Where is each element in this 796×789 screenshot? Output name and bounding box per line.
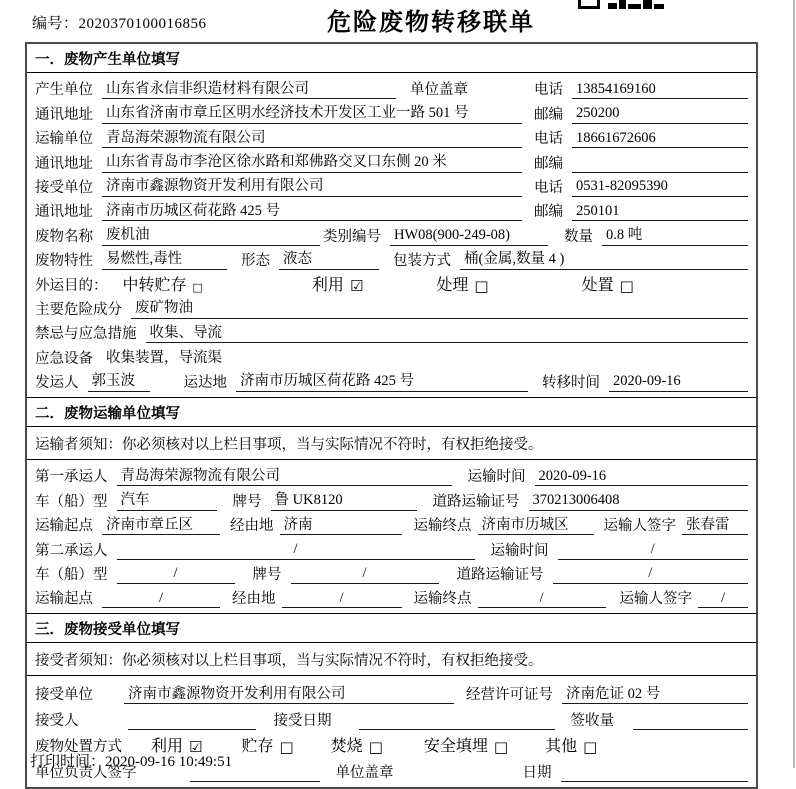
head-signature-label: 单位负责人签字 (35, 765, 137, 782)
vehicle-type-label: 车（船）型 (35, 567, 108, 584)
checkbox-unchecked-icon: □ (192, 280, 203, 294)
origin-label: 运输起点 (35, 518, 93, 535)
transporter-phone-value: 18661672606 (572, 130, 748, 149)
road-permit-label: 道路运输证号 (432, 493, 520, 510)
date-value (561, 780, 749, 782)
disposal-option-label: 贮存 (241, 738, 274, 756)
checkbox-unchecked-icon: □ (474, 276, 489, 295)
hazard-component-row (35, 295, 748, 319)
transporter-address-label: 通讯地址 (35, 155, 93, 172)
producer-phone-field (534, 78, 748, 99)
form-state-label: 形态 (241, 253, 270, 270)
receiver-person-value (128, 728, 256, 730)
carrier2-value: / (117, 541, 475, 560)
zip-label: 邮编 (534, 204, 563, 221)
producer-unit-row (35, 75, 748, 99)
transporter-address-value: 山东省青岛市李沧区徐水路和郑佛路交叉口东侧 20 米 (102, 154, 522, 173)
receiving-unit-label: 接受单位 (35, 687, 93, 704)
destination-label: 运达地 (183, 375, 227, 392)
receiver-phone-value: 0531-82095390 (572, 178, 748, 197)
section-receiver-title: 三．废物接受单位填写 (27, 614, 756, 643)
transporter-unit-label: 运输单位 (35, 131, 93, 148)
qr-block (608, 3, 617, 9)
transfer-purpose-row (35, 270, 748, 294)
receiver-address-value: 济南市历城区荷花路 425 号 (102, 203, 522, 222)
purpose-option-treat (436, 272, 489, 295)
qr-block (654, 4, 664, 9)
received-amount-label: 签收量 (570, 713, 614, 730)
disposal-option-incinerate (331, 733, 384, 756)
receiver-address-label: 通讯地址 (35, 204, 93, 221)
receive-date-value (359, 728, 555, 730)
carrier1-end-value: 济南市历城区 (478, 517, 594, 536)
transfer-time-value: 2020-09-16 (609, 373, 748, 392)
carrier2-row (35, 535, 748, 559)
receiver-unit-value: 济南市鑫源物资开发利用有限公司 (102, 178, 522, 197)
hazard-component-label: 主要危险成分 (35, 301, 122, 318)
checkbox-checked-icon: ☑ (349, 276, 364, 295)
qr-block (619, 0, 626, 9)
transporter-sign-label: 运输人签字 (603, 518, 676, 535)
category-code-value: HW08(900-249-08) (390, 227, 548, 246)
page-title: 危险废物转移联单 (327, 10, 535, 36)
disposal-option-other (545, 733, 598, 756)
transporter-zip-value (572, 171, 748, 173)
carrier2-origin-value: / (102, 590, 220, 609)
carrier2-permit-value: / (553, 565, 749, 584)
carrier2-route-row (35, 584, 748, 608)
carrier1-row (35, 462, 748, 486)
license-number-value: 济南危证 02 号 (562, 686, 748, 705)
receiver-zip-field (534, 200, 748, 221)
receiver-person-row (35, 704, 748, 730)
serial-value: 2020370100016856 (78, 16, 207, 32)
carrier1-via-value: 济南 (280, 517, 402, 536)
carrier1-origin-value: 济南市章丘区 (102, 517, 220, 536)
carrier2-end-value: / (478, 590, 606, 609)
carrier2-via-value: / (282, 590, 402, 609)
license-number-label: 经营许可证号 (466, 687, 553, 704)
disposal-option-storage (241, 733, 294, 756)
phone-label: 电话 (534, 179, 563, 196)
transport-time-label: 运输时间 (467, 469, 526, 486)
carrier1-route-row (35, 511, 748, 535)
disposal-option-label: 其他 (545, 738, 578, 756)
transporter-unit-value: 青岛海荣源物流有限公司 (102, 130, 522, 149)
carrier2-sign-value: / (698, 590, 748, 609)
waste-trait-label: 废物特性 (35, 253, 93, 270)
category-code-label: 类别编号 (323, 228, 381, 245)
plate-number-label: 牌号 (232, 493, 262, 510)
via-label: 经由地 (230, 518, 274, 535)
receiver-address-row (35, 197, 748, 221)
consignor-value: 郭玉波 (88, 373, 150, 392)
waste-name-label: 废物名称 (35, 228, 93, 245)
transporter-sign-label: 运输人签字 (619, 591, 692, 608)
receiver-unit-row (35, 173, 748, 197)
purpose-option-dispose (582, 272, 635, 295)
print-time (30, 750, 232, 771)
checkbox-checked-icon: ☑ (189, 738, 203, 757)
receiver-person-label: 接受人 (35, 713, 79, 730)
carrier2-plate-value: / (291, 565, 439, 584)
section-transporter-title: 二．废物运输单位填写 (27, 398, 756, 427)
checkbox-unchecked-icon: □ (619, 276, 634, 295)
page-right-edge (793, 0, 795, 768)
road-permit-label: 道路运输证号 (456, 567, 544, 584)
carrier1-sign-value: 张春雷 (682, 517, 748, 536)
transfer-time-label: 转移时间 (542, 375, 600, 392)
waste-trait-row (35, 246, 748, 270)
checkbox-unchecked-icon: □ (583, 738, 598, 757)
transfer-purpose-label: 外运目的： (35, 277, 108, 294)
print-time-label: 打印时间： (30, 754, 106, 770)
consignor-label: 发运人 (35, 375, 79, 392)
packing-value: 桶(金属,数量 4 ) (460, 251, 748, 270)
producer-unit-value: 山东省永信非织造材料有限公司 (102, 81, 396, 100)
emergency-equipment-row (35, 343, 748, 367)
quantity-value: 0.8 吨 (602, 227, 748, 246)
waste-name-row (35, 221, 748, 245)
taboo-measures-value: 收集、导流 (146, 325, 749, 344)
receiver-zip-value: 250101 (572, 203, 748, 222)
carrier1-label: 第一承运人 (35, 469, 108, 486)
consignor-row (35, 368, 748, 392)
receiving-unit-value: 济南市鑫源物资开发利用有限公司 (124, 686, 454, 705)
carrier1-time-value: 2020-09-16 (535, 468, 749, 487)
purpose-option-label: 处理 (436, 276, 469, 294)
carrier1-value: 青岛海荣源物流有限公司 (117, 468, 452, 487)
serial-label: 编号： (32, 16, 79, 32)
endpoint-label: 运输终点 (413, 591, 472, 608)
disposal-option-label: 安全填埋 (423, 738, 488, 756)
receiver-notice: 接受者须知：你必须核对以上栏目事项，当与实际情况不符时，有权拒绝接受。 (27, 643, 756, 676)
purpose-option-transfer-storage (123, 272, 204, 295)
producer-zip-value: 250200 (572, 105, 748, 124)
vehicle-type-label: 车（船）型 (35, 493, 108, 510)
checkbox-unchecked-icon: □ (279, 738, 294, 757)
plate-number-label: 牌号 (252, 567, 282, 584)
form-state-value: 液态 (279, 251, 379, 270)
packing-label: 包装方式 (393, 253, 451, 270)
receive-date-label: 接受日期 (273, 713, 332, 730)
carrier2-time-value: / (558, 541, 749, 560)
purpose-option-label: 中转贮存 (122, 276, 187, 294)
producer-address-row (35, 99, 748, 123)
waste-name-value: 废机油 (102, 227, 320, 246)
carrier1-vehicle-row (35, 486, 748, 510)
disposal-option-landfill (424, 733, 509, 756)
producer-zip-field (534, 103, 748, 124)
emergency-equipment-label: 应急设备 (35, 350, 93, 367)
producer-phone-value: 13854169160 (572, 81, 748, 100)
unit-seal-label: 单位盖章 (410, 82, 468, 99)
quantity-label: 数量 (564, 228, 593, 245)
purpose-option-label: 利用 (311, 276, 344, 294)
waste-trait-value: 易燃性,毒性 (102, 251, 227, 270)
taboo-measures-label: 禁忌与应急措施 (35, 326, 137, 343)
receiving-unit-row (35, 678, 748, 704)
producer-address-label: 通讯地址 (35, 106, 93, 123)
origin-label: 运输起点 (35, 591, 93, 608)
zip-label: 邮编 (534, 155, 563, 172)
serial-number (32, 12, 207, 33)
qr-block (643, 0, 652, 9)
transporter-unit-row (35, 124, 748, 148)
via-label: 经由地 (232, 591, 276, 608)
carrier2-label: 第二承运人 (35, 542, 108, 559)
endpoint-label: 运输终点 (413, 518, 472, 535)
receiver-phone-field (534, 176, 748, 197)
date-label: 日期 (522, 765, 552, 782)
checkbox-unchecked-icon: □ (493, 738, 509, 757)
manifest-form (25, 42, 758, 789)
disposal-method-label: 废物处置方式 (35, 739, 122, 756)
carrier2-vehicle-value: / (117, 565, 235, 584)
head-signature-value (190, 780, 320, 782)
carrier1-vehicle-value: 汽车 (117, 492, 217, 511)
transporter-notice: 运输者须知：你必须核对以上栏目事项，当与实际情况不符时，有权拒绝接受。 (27, 427, 756, 460)
section-producer-title: 一．废物产生单位填写 (27, 44, 756, 73)
qr-block (578, 0, 600, 9)
receiver-unit-label: 接受单位 (35, 179, 93, 196)
section-transporter (27, 397, 756, 613)
hazard-component-value: 废矿物油 (131, 300, 748, 319)
qr-block (628, 4, 641, 9)
phone-label: 电话 (534, 82, 563, 99)
destination-value: 济南市历城区荷花路 425 号 (236, 373, 528, 392)
unit-seal-label: 单位盖章 (335, 765, 394, 782)
transporter-address-row (35, 148, 748, 172)
purpose-option-utilize (312, 272, 364, 295)
carrier1-permit-value: 370213006408 (529, 492, 749, 511)
transporter-phone-field (534, 127, 748, 148)
qr-code-icon (578, 0, 666, 9)
section-producer (27, 44, 756, 397)
received-amount-value (633, 728, 748, 730)
print-time-value: 2020-09-16 10:49:51 (105, 754, 233, 770)
purpose-option-label: 处置 (581, 276, 614, 294)
emergency-equipment-value: 收集装置，导流渠 (106, 350, 222, 367)
phone-label: 电话 (534, 131, 563, 148)
transporter-zip-field (534, 152, 748, 173)
checkbox-unchecked-icon: □ (368, 738, 383, 757)
carrier2-vehicle-row (35, 560, 748, 584)
taboo-measures-row (35, 319, 748, 343)
carrier1-plate-value: 鲁 UK8120 (271, 492, 417, 511)
transport-time-label: 运输时间 (490, 542, 549, 559)
producer-address-value: 山东省济南市章丘区明水经济技术开发区工业一路 501 号 (102, 105, 522, 124)
producer-unit-label: 产生单位 (35, 82, 93, 99)
disposal-option-label: 焚烧 (330, 738, 363, 756)
zip-label: 邮编 (534, 106, 563, 123)
disposal-option-label: 利用 (151, 738, 184, 756)
